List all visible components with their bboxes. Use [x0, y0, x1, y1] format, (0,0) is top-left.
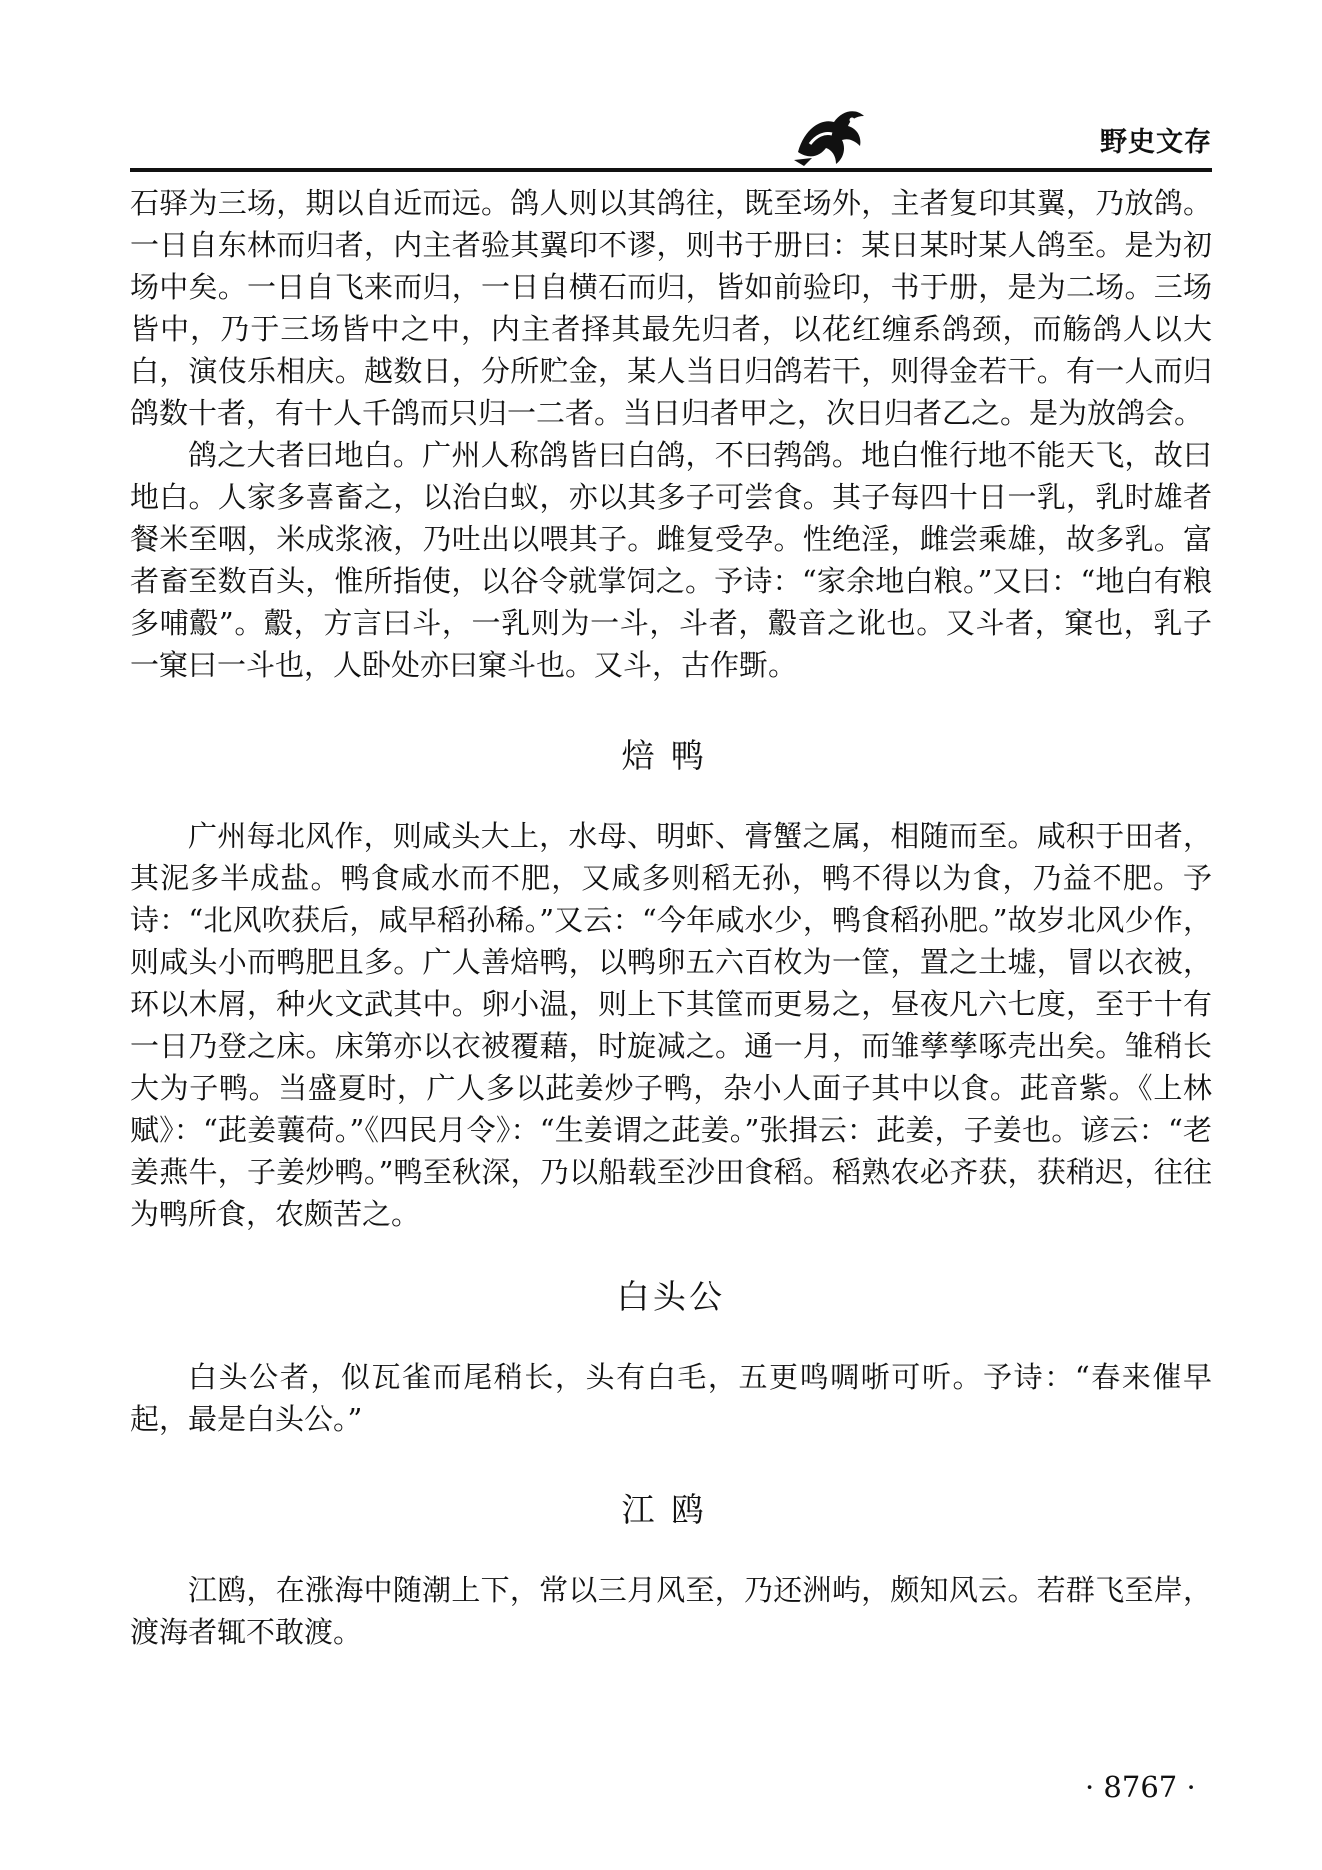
dragon-emblem-icon [790, 100, 870, 170]
page-content [130, 182, 1212, 1653]
page-header [0, 0, 1322, 190]
section-heading: 白头公 [616, 1277, 726, 1316]
paragraph: 白头公者，似瓦雀而尾稍长，头有白毛，五更鸣啁哳可听。予诗：“春来催早起，最是白头公。” [130, 1360, 1212, 1436]
page-number: · 8767 · [1085, 1770, 1196, 1804]
section-heading: 焙鸭 [621, 736, 721, 775]
section-heading: 江鸥 [621, 1490, 721, 1529]
paragraph: 江鸥，在涨海中随潮上下，常以三月风至，乃还洲屿，颇知风云。若群飞至岸，渡海者辄不敢渡。 [130, 1573, 1212, 1649]
paragraph: 石驿为三场，期以自近而远。鸽人则以其鸽往，既至场外，主者复印其翼，乃放鸽。一日自东林而归者，内主者验其翼印不谬，则书于册曰：某日某时某人鸽至。是为初场中矣。一日自飞来而归，一日自横石而归，皆如前验印，书于册，是为二场。三场皆中，乃于三场皆中之中，内主者择其最先归者，以花红缠系鸽颈，而觞鸽人以大白，演伎乐相庆。越数日，分所贮金，某人当日归鸽若干，则得金若干。有一人而归鸽数十者，有十人千鸽而只归一二者。当日归者甲之，次日归者乙之。是为放鸽会。 [130, 186, 1212, 430]
paragraph: 广州每北风作，则咸头大上，水母、明虾、膏蟹之属，相随而至。咸积于田者，其泥多半成盐。鸭食咸水而不肥，又咸多则稻无孙，鸭不得以为食，乃益不肥。予诗：“北风吹获后，咸早稻孙稀。”又云：“今年咸水少，鸭食稻孙肥。”故岁北风少作，则咸头小而鸭肥且多。广人善焙鸭，以鸭卵五六百枚为一筐，置之土墟，冒以衣被，环以木屑，种火文武其中。卵小温，则上下其筐而更易之，昼夜凡六七度，至于十有一日乃登之床。床第亦以衣被覆藉，时旋减之。通一月，而雏孳孳啄壳出矣。雏稍长大为子鸭。当盛夏时，广人多以茈姜炒子鸭，杂小人面子其中以食。茈音紫。《上林赋》：“茈姜蘘荷。”《四民月令》：“生姜谓之茈姜。”张揖云：茈姜，子姜也。谚云：“老姜燕牛，子姜炒鸭。”鸭至秋深，乃以船载至沙田食稻。稻熟农必齐获，获稍迟，往往为鸭所食，农颇苦之。 [130, 819, 1212, 1231]
paragraph: 鸽之大者曰地白。广州人称鸽皆曰白鸽，不曰鹁鸽。地白惟行地不能天飞，故曰地白。人家多喜畜之，以治白蚁，亦以其多子可尝食。其子每四十日一乳，乳时雄者餐米至咽，米成浆液，乃吐出以喂其子。雌复受孕。性绝淫，雌尝乘雄，故多乳。富者畜至数百头，惟所指使，以谷令就掌饲之。予诗：“家余地白粮。”又曰：“地白有粮多哺鷇”。鷇，方言曰斗，一乳则为一斗，斗者，鷇音之讹也。又斗者，窠也，乳子一窠曰一斗也，人卧处亦曰窠斗也。又斗，古作斲。 [130, 438, 1212, 682]
series-title: 野史文存 [1100, 127, 1212, 158]
header-rule [130, 168, 1212, 172]
